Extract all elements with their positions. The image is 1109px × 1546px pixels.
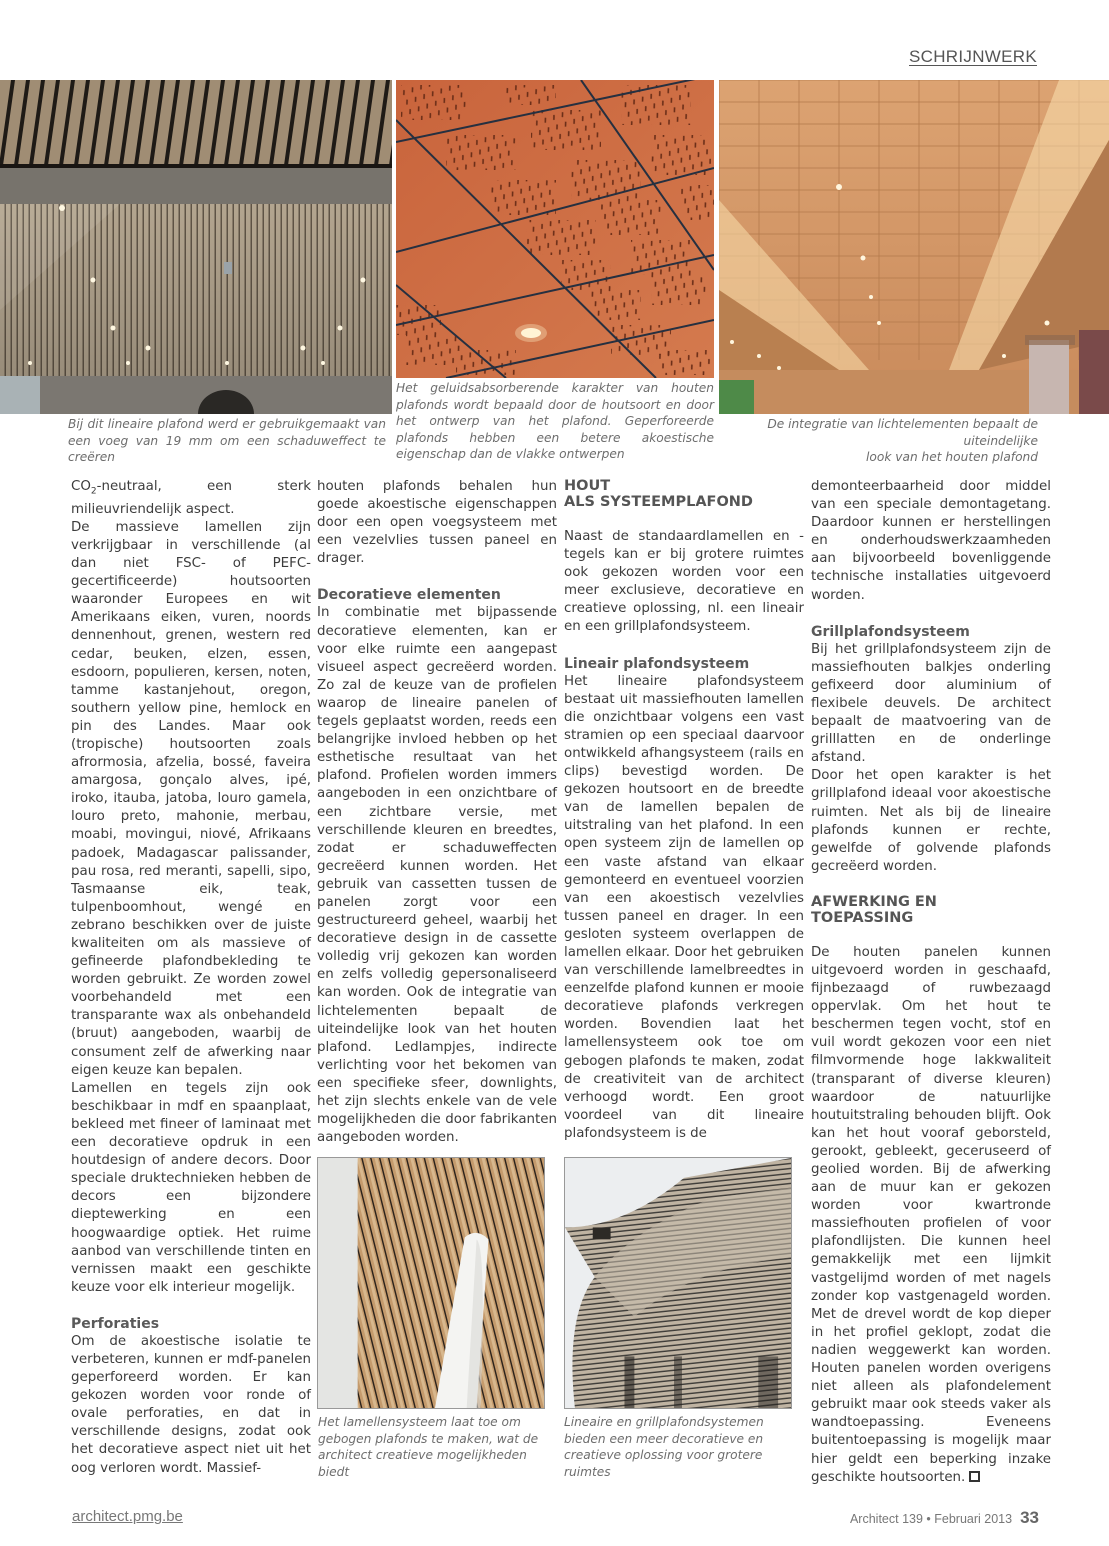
heading-line: ALS SYSTEEMPLAFOND — [564, 494, 753, 510]
subheading-grillplafondsysteem: Grillplafondsysteem — [811, 623, 970, 640]
paragraph: Lamellen en tegels zijn ook beschikbaar in mdf en spaanplaat, bekleed met fineer of laminaat met een decoratieve opdruk in een houtdesign of andere decors. Door speciale druktechnieken hebben de decors een bijzondere dieptewerking en een hoogwaardige optiek. Het ruime aanbod van verschillende tinten en vernissen maakt een geschikte keuze voor elk interieur mogelijk. — [71, 1080, 311, 1295]
subheading-perforaties: Perforaties — [71, 1315, 160, 1332]
photo-perforated-ceiling — [396, 80, 714, 378]
heading-line: HOUT — [564, 478, 611, 494]
caption-linear-ceiling: Bij dit lineaire plafond werd er gebruikgemaakt van een voeg van 19 mm om een schaduweffect te creëren — [68, 417, 386, 464]
caption-grill-ceiling: Lineaire en grillplafondsystemen bieden een meer decoratieve en creatieve oplossing voor grotere ruimtes — [564, 1415, 764, 1479]
paragraph: Het lineaire plafondsysteem bestaat uit massiefhouten lamellen die onzichtbaar volgens een vast stramien op een speciaal daarvoor ontwikkeld afhangsysteem (rails en clips) bevestigd worden. De gekozen houtsoort en de breedte van de lamellen bepalen de uitstraling van het plafond. In een open systeem zijn de lamellen op een vaste afstand van elkaar gemonteerd en eventueel voorzien van een akoestisch vezelvlies tussen paneel en drager. In een gesloten systeem overlappen de lamellen elkaar. Door het gebruiken van verschillende lamelbreedtes in eenzelfde plafond kunnen er mooie decoratieve plafonds verkregen worden. Bovendien laat het lamellensysteem ook toe om gebogen plafonds te maken, zodat de creativiteit van de architect verhoogd wordt. Een groot voordeel van dit lineaire plafondsysteem is de — [564, 673, 804, 1141]
section-label: SCHRIJNWERK — [909, 47, 1037, 66]
paragraph: houten plafonds behalen hun goede akoestische eigenschappen door een open voegsysteem met een vezelvlies tussen paneel en drager. — [317, 479, 557, 567]
article-column-4 — [811, 478, 1051, 1487]
photo-lighting-ceiling — [719, 80, 1109, 414]
paragraph — [71, 478, 311, 519]
page-footer — [850, 1508, 1039, 1528]
heading-line: AFWERKING EN — [811, 893, 937, 910]
photo-linear-ceiling — [0, 80, 392, 414]
photo-curved-lamellas — [317, 1157, 545, 1409]
heading-afwerking-toepassing — [811, 894, 1051, 926]
paragraph: Door het open karakter is het grillplafond ideaal voor akoestische ruimten. Net als bij de lineaire plafonds kunnen er rechte, gewelfde of golvende plafonds gecreëerd worden. — [811, 768, 1051, 874]
paragraph-text: -neutraal, een sterk milieuvriendelijk aspect. — [71, 479, 311, 517]
caption-lighting-line1: De integratie van lichtelementen bepaalt de uiteindelijke — [767, 417, 1038, 448]
paragraph: In combinatie met bijpassende decoratieve elementen, kan er voor elke ruimte een aangepast visueel aspect gecreëerd worden. Zo zal de keuze van de profielen waarop de lineaire panelen of tegels geplaatst worden, reeds een belangrijke invloed hebben op het esthetische resultaat van het plafond. Profielen worden immers aangeboden in een onzichtbare of een zichtbare versie, met verschillende kleuren en breedtes, zodat er schaduweffecten gecreëerd kunnen worden. Het gebruik van cassetten tussen de panelen zorgt voor een gestructureerd geheel, waarbij het decoratieve design in de cassette volledig vrij gekozen kan worden en zelfs volledig gepersonaliseerd kan worden. Ook de integratie van lichtelementen bepaalt de uiteindelijke look van het houten plafond. Ledlampjes, indirecte verlichting voor het bekomen van een specifieke sfeer, downlights, het zijn slechts enkele van de vele mogelijkheden die door fabrikanten aangeboden worden. — [317, 605, 557, 1146]
paragraph: Naast de standaardlamellen en -tegels kan er bij grotere ruimtes ook gekozen worden voor een meer exclusieve, decoratieve en creatieve oplossing, nl. een lineair en een grillplafondsysteem. — [564, 529, 804, 635]
issue-info: Architect 139 • Februari 2013 — [849, 1512, 1013, 1526]
caption-curved-lamellas: Het lamellensysteem laat toe om gebogen plafonds te maken, wat de architect creatieve mogelijkheden biedt — [318, 1415, 539, 1479]
article-column-2 — [317, 478, 557, 1147]
co2-subscript: 2 — [90, 486, 97, 497]
paragraph: Bij het grillplafondsysteem zijn de massiefhouten balkjes onderling gefixeerd door aluminium of flexibele deuvels. De architect bepaalt de maatvoering van de grilllatten en de onderlinge afstand. — [811, 641, 1051, 766]
caption-lighting-ceiling — [720, 416, 1038, 466]
co2-text: CO — [71, 479, 91, 494]
subheading-decoratieve-elementen: Decoratieve elementen — [317, 587, 501, 604]
article-column-3 — [564, 478, 804, 1143]
paragraph — [811, 944, 1051, 1487]
caption-perforated-ceiling: Het geluidsabsorberende karakter van houten plafonds wordt bepaald door de houtsoort en door het ontwerp van het plafond. Geperforeerde plafonds hebben een betere akoestische eigenschap dan de vlakke ontwerpen — [396, 381, 714, 461]
heading-hout-systeemplafond — [564, 478, 804, 510]
paragraph-text: De houten panelen kunnen uitgevoerd worden in geschaafd, fijnbezaagd of ruwbezaagd oppervlak. Om het hout te beschermen tegen vocht, stof en vuil wordt gekozen voor een niet filmvormende hoge lakkwaliteit (transparant of diverse kleuren) waardoor de natuurlijke houtuitstraling behouden blijft. Ook kan het hout vooraf geborsteld, gerookt, gebleekt, geceruseerd of geolied worden. Bij de afwerking aan de muur kan er gekozen worden voor kwartronde massiefhouten profielen of voor plafondlijsten. Die kunnen heel gemakkelijk met een lijmkit vastgelijmd worden of met nagels zonder kop vastgenageld worden. Met de drevel wordt de kop dieper in het profiel geklopt, zodat die nadien weggewerkt kan worden. Houten panelen worden overigens niet alleen als plafondelement gebruikt maar ook steeds vaker als wandtoepassing. Eveneens buitentoepassing is mogelijk maar hier geldt een beperking inzake geschikte houtsoorten. — [811, 944, 1051, 1485]
photo-grill-ceiling — [564, 1157, 792, 1409]
lighting-ceiling-image — [719, 80, 1109, 414]
article-column-1 — [71, 478, 311, 1478]
grill-ceiling-image — [565, 1158, 791, 1408]
paragraph: De massieve lamellen zijn verkrijgbaar in verschillende (al dan niet FSC- of PEFC-gecertificeerde) houtsoorten waaronder Europees en wit Amerikaans eiken, vuren, noords dennenhout, grenen, western red cedar, beuken, elzen, essen, esdoorn, populieren, kersen, noten, tamme kastanjehout, oregon, southern yellow pine, hemlock en pin des Landes. Maar ook (tropische) houtsoorten zoals afrormosia, afzelia, bossé, faveira amargosa, gonçalo alves, ipé, iroko, itauba, jatoba, louro gamela, louro preto, mahonie, merbau, moabi, movingui, niové, Afrikaans padoek, Madagascar palissander, pau rosa, red meranti, sapelli, sipo, Tasmaanse eik, teak, tulpenboomhout, wengé en zebrano beschikken over de juiste kwaliteiten om als massieve of gefineerde plafondbekleding te worden gebruikt. Ze worden zowel voorbehandeld met een transparante wax als onbehandeld (bruut) aangeboden, waarbij de consument zelf de afwerking naar eigen keuze kan bepalen. — [71, 519, 311, 1078]
subheading-lineair-plafondsysteem: Lineair plafondsysteem — [564, 655, 750, 672]
linear-ceiling-image — [0, 80, 392, 414]
perforated-ceiling-image — [396, 80, 714, 378]
curved-lamellas-image — [318, 1158, 544, 1408]
paragraph: demonteerbaarheid door middel van een speciale demontagetang. Daardoor kunnen er herstellingen en onderhoudswerkzaamheden aan bijvoorbeeld bovenliggende technische installaties uitgevoerd worden. — [811, 479, 1051, 603]
caption-lighting-line2: look van het houten plafond — [866, 450, 1038, 464]
end-of-article-icon — [969, 1471, 980, 1482]
website-link[interactable]: architect.pmg.be — [72, 1508, 183, 1525]
page-number: 33 — [1020, 1508, 1039, 1527]
paragraph: Om de akoestische isolatie te verbeteren, kunnen er mdf-panelen geperforeerd worden. Er kan gekozen worden voor ronde of ovale perforaties, en dat in verschillende designs, zodat ook het decoratieve aspect niet uit het oog verloren wordt. Massief- — [71, 1333, 311, 1476]
heading-line: TOEPASSING — [811, 909, 914, 926]
